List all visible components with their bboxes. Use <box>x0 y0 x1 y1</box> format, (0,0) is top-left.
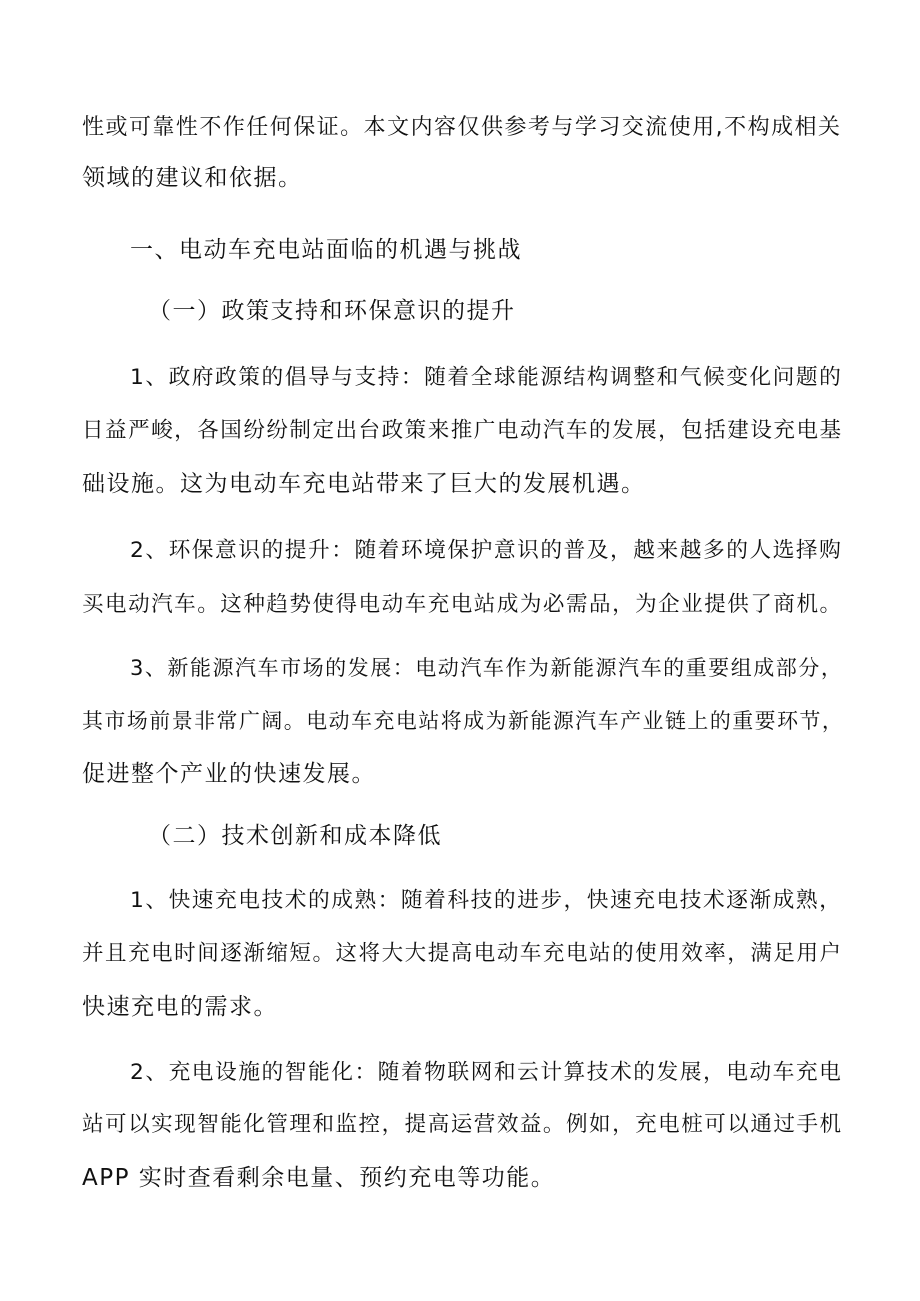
paragraph-line: 日益严峻，各国纷纷制定出台政策来推广电动汽车的发展，包括建设充电基 <box>82 418 843 443</box>
paragraph-line: 2、环保意识的提升：随着环境保护意识的普及，越来越多的人选择购 <box>130 538 843 563</box>
paragraph-line: 买电动汽车。这种趋势使得电动车充电站成为必需品，为企业提供了商机。 <box>82 592 843 617</box>
paragraph-line: 其市场前景非常广阔。电动车充电站将成为新能源汽车产业链上的重要环节， <box>82 709 845 733</box>
paragraph-line: 3、新能源汽车市场的发展：电动汽车作为新能源汽车的重要组成部分， <box>130 655 844 680</box>
subsection-heading: （二）技术创新和成本降低 <box>148 823 442 849</box>
paragraph-line: 1、政府政策的倡导与支持：随着全球能源结构调整和气候变化问题的 <box>130 365 843 390</box>
paragraph-line: 并且充电时间逐渐缩短。这将大大提高电动车充电站的使用效率，满足用户 <box>82 941 843 966</box>
paragraph-line: 促进整个产业的快速发展。 <box>82 761 376 787</box>
paragraph-line: 2、充电设施的智能化：随着物联网和云计算技术的发展，电动车充电 <box>130 1060 843 1085</box>
paragraph-line: 1、快速充电技术的成熟：随着科技的进步，快速充电技术逐渐成熟， <box>130 888 843 913</box>
intro-text-line: 领域的建议和依据。 <box>82 165 303 191</box>
intro-text-line: 性或可靠性不作任何保证。本文内容仅供参考与学习交流使用,不构成相关 <box>82 115 842 140</box>
subsection-heading: （一）政策支持和环保意识的提升 <box>148 298 516 324</box>
section-heading: 一、电动车充电站面临的机遇与挑战 <box>130 237 522 263</box>
paragraph-line: 站可以实现智能化管理和监控，提高运营效益。例如，充电桩可以通过手机 <box>82 1112 843 1137</box>
paragraph-line: 础设施。这为电动车充电站带来了巨大的发展机遇。 <box>82 471 646 497</box>
paragraph-line: APP 实时查看剩余电量、预约充电等功能。 <box>82 1165 556 1191</box>
paragraph-line: 快速充电的需求。 <box>82 994 278 1020</box>
